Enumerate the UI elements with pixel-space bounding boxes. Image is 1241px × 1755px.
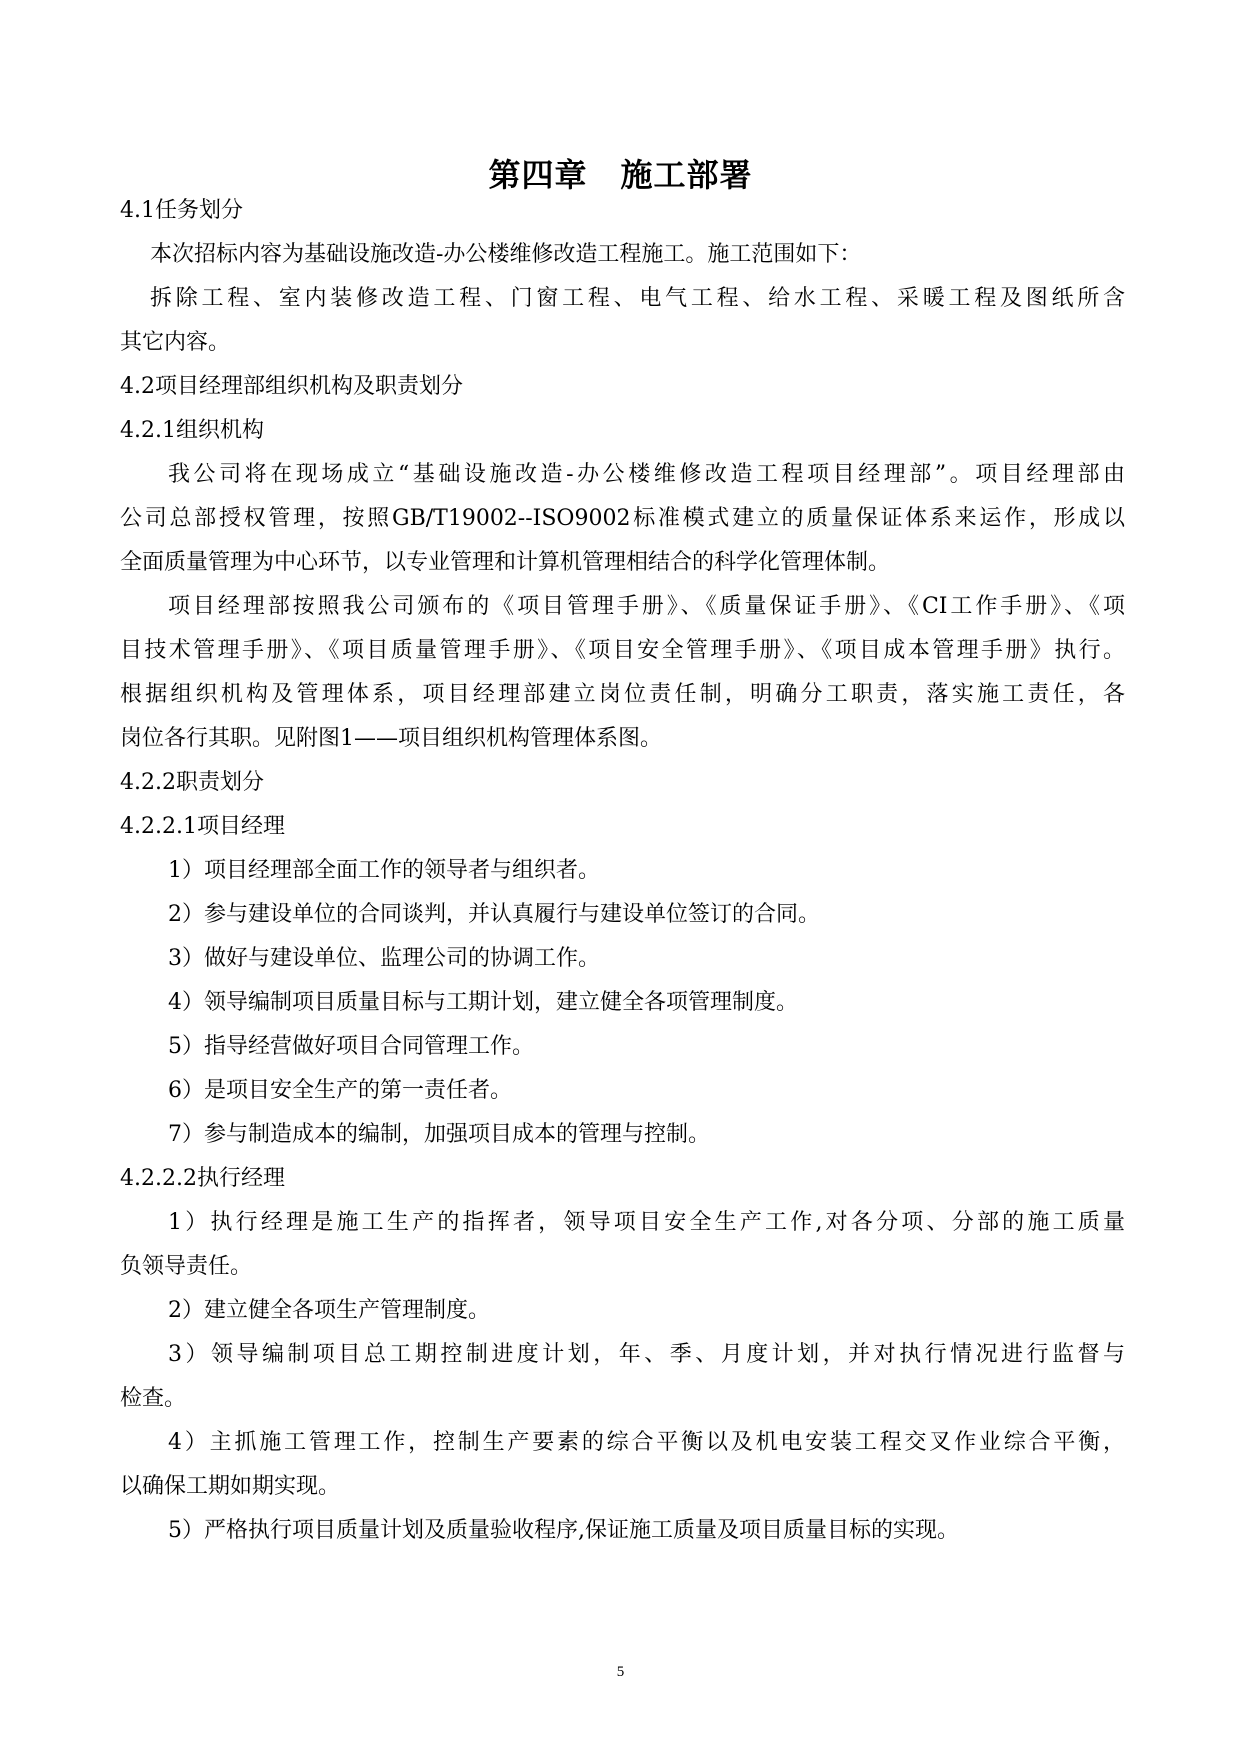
- chapter-title: 第四章 施工部署: [488, 156, 753, 194]
- paragraph-line: 其它内容。: [120, 330, 231, 355]
- list-item: 7）参与制造成本的编制，加强项目成本的管理与控制。: [168, 1122, 710, 1147]
- list-item: 1）执行经理是施工生产的指挥者，领导项目安全生产工作,对各分项、分部的施工质量: [168, 1210, 1125, 1235]
- list-item: 6）是项目安全生产的第一责任者。: [168, 1078, 512, 1103]
- list-item: 3）领导编制项目总工期控制进度计划，年、季、月度计划，并对执行情况进行监督与: [168, 1342, 1125, 1367]
- list-item: 5）严格执行项目质量计划及质量验收程序,保证施工质量及项目质量目标的实现。: [168, 1518, 959, 1543]
- list-item: 2）建立健全各项生产管理制度。: [168, 1298, 490, 1323]
- list-item: 检查。: [120, 1386, 187, 1411]
- section-heading: 4.2.2.1项目经理: [120, 814, 285, 839]
- paragraph-line: 公司总部授权管理，按照GB/T19002--ISO9002标准模式建立的质量保证体系来运作，形成以: [120, 506, 1125, 531]
- paragraph-line: 我公司将在现场成立“基础设施改造-办公楼维修改造工程项目经理部”。项目经理部由: [168, 462, 1125, 487]
- section-heading: 4.2.2职责划分: [120, 770, 264, 795]
- page-number: 5: [616, 1664, 625, 1680]
- list-item: 5）指导经营做好项目合同管理工作。: [168, 1034, 534, 1059]
- paragraph-line: 岗位各行其职。见附图1——项目组织机构管理体系图。: [120, 726, 662, 751]
- paragraph-line: 项目经理部按照我公司颁布的《项目管理手册》、《质量保证手册》、《CI工作手册》、《项: [168, 594, 1125, 619]
- section-heading: 4.2.1组织机构: [120, 418, 264, 443]
- list-item: 2）参与建设单位的合同谈判，并认真履行与建设单位签订的合同。: [168, 902, 820, 927]
- paragraph-line: 根据组织机构及管理体系，项目经理部建立岗位责任制，明确分工职责，落实施工责任，各: [120, 682, 1125, 707]
- list-item: 以确保工期如期实现。: [120, 1474, 341, 1499]
- list-item: 4）主抓施工管理工作，控制生产要素的综合平衡以及机电安装工程交叉作业综合平衡，: [168, 1430, 1125, 1455]
- section-heading: 4.2.2.2执行经理: [120, 1166, 285, 1191]
- paragraph-line: 全面质量管理为中心环节，以专业管理和计算机管理相结合的科学化管理体制。: [120, 550, 891, 575]
- list-item: 负领导责任。: [120, 1254, 253, 1279]
- section-heading: 4.1任务划分: [120, 198, 243, 223]
- section-heading: 4.2项目经理部组织机构及职责划分: [120, 374, 463, 399]
- paragraph-line: 目技术管理手册》、《项目质量管理手册》、《项目安全管理手册》、《项目成本管理手册》执行。: [120, 638, 1125, 663]
- paragraph-line: 本次招标内容为基础设施改造-办公楼维修改造工程施工。施工范围如下：: [150, 242, 862, 267]
- list-item: 4）领导编制项目质量目标与工期计划，建立健全各项管理制度。: [168, 990, 798, 1015]
- list-item: 1）项目经理部全面工作的领导者与组织者。: [168, 858, 600, 883]
- list-item: 3）做好与建设单位、监理公司的协调工作。: [168, 946, 600, 971]
- paragraph-line: 拆除工程、室内装修改造工程、门窗工程、电气工程、给水工程、采暖工程及图纸所含: [150, 286, 1125, 311]
